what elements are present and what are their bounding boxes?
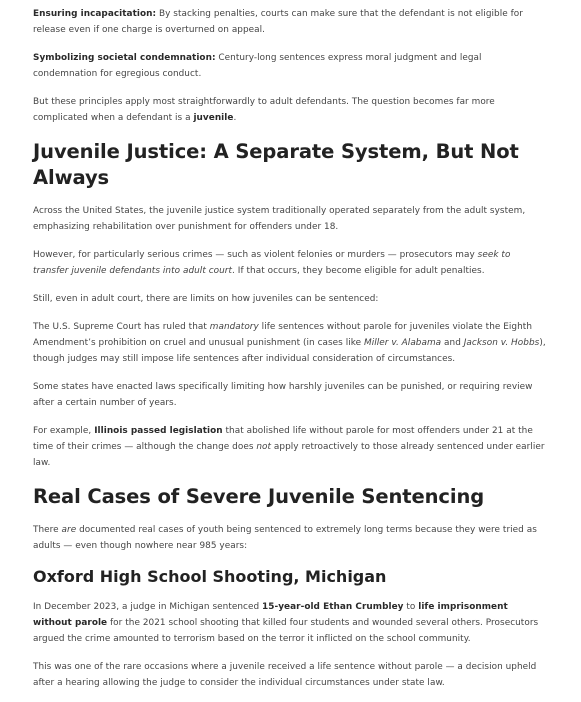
paragraph-text: that abolished life without parole for most offenders under 21 at the time of their crimes — although the change does [33,426,533,452]
heading-juvenile-justice: Juvenile Justice: A Separate System, But Not Always [33,140,519,189]
paragraph-text: The U.S. Supreme Court has ruled that [33,322,210,332]
paragraph-text: apply retroactively to those already sentenced under earlier law. [33,442,545,468]
emphasis-transfer: seek to transfer juvenile defendants into adult court [33,250,511,276]
paragraph-rare-occasion: This was one of the rare occasions where a juvenile received a life sentence without parole — a decision upheld after a hearing allowing the judge to consider the individual circumstances under state law. [33,662,537,688]
paragraph-text: documented real cases of youth being sentenced to extremely long terms because they were tried as adults — even though nowhere near 985 years: [33,525,537,551]
paragraph-text: . If that occurs, they become eligible for adult penalties. [232,266,485,276]
paragraph-text: for the 2021 school shooting that killed four students and wounded several others. Prosecutors argued the crime amounted to terrorism based on the terror it inflicted on the school community. [33,618,539,644]
case-miller-v-alabama: Miller v. Alabama [364,338,442,348]
term-illinois-legislation: Illinois passed legislation [94,426,223,436]
term-condemnation: Symbolizing societal condemnation: [33,53,216,63]
paragraph-text: and [441,338,464,348]
paragraph-text: There [33,525,62,535]
heading-real-cases: Real Cases of Severe Juvenile Sentencing [33,485,485,508]
paragraph-text: life sentences without parole for juveniles violate the Eighth Amendment’s prohibition on cruel and unusual punishment (in cases like [33,322,532,348]
paragraph-text: However, for particularly serious crimes — such as violent felonies or murders — prosecutors may [33,250,478,260]
term-ethan-crumbley: 15-year-old Ethan Crumbley [262,602,404,612]
paragraph-text: By stacking penalties, courts can make sure that the defendant is not eligible for release even if one charge is overturned on appeal. [33,9,523,35]
case-jackson-v-hobbs: Jackson v. Hobbs [463,338,540,348]
heading-oxford-shooting: Oxford High School Shooting, Michigan [33,567,387,586]
paragraph-supreme-court [33,319,548,367]
term-incapacitation: Ensuring incapacitation: [33,9,157,19]
paragraph-juvenile-system: Across the United States, the juvenile justice system traditionally operated separately from the adult system, emphasizing rehabilitation over punishment for offenders under 18. [33,206,526,232]
emphasis-are: are [61,525,77,535]
paragraph-text: In December 2023, a judge in Michigan sentenced [33,602,263,612]
paragraph-state-laws: Some states have enacted laws specifically limiting how harshly juveniles can be punished, or requiring review after a certain number of years. [33,382,533,408]
paragraph-text: ), though judges may still impose life sentences after individual consideration of circumstances. [33,338,546,364]
term-juvenile: juvenile [193,113,234,123]
paragraph-text: But these principles apply most straightforwardly to adult defendants. The question becomes far more complicated when a defendant is a [33,97,495,123]
paragraph-transfer [33,247,548,279]
term-life-without-parole: life imprisonment without parole [33,602,508,628]
paragraph-text: . [233,113,237,123]
paragraph-incapacitation [33,6,548,38]
emphasis-mandatory: mandatory [209,322,259,332]
paragraph-text: For example, [33,426,95,436]
paragraph-crumbley-sentence [33,599,548,647]
paragraph-condemnation [33,50,548,82]
paragraph-limits: Still, even in adult court, there are limits on how juveniles can be sentenced: [33,294,379,304]
paragraph-adult-defendants [33,94,548,126]
paragraph-documented-cases [33,522,548,554]
paragraph-text: Century-long sentences express moral judgment and legal condemnation for egregious conduct. [33,53,482,79]
paragraph-illinois [33,423,548,471]
emphasis-not: not [256,442,272,452]
paragraph-text: to [403,602,419,612]
